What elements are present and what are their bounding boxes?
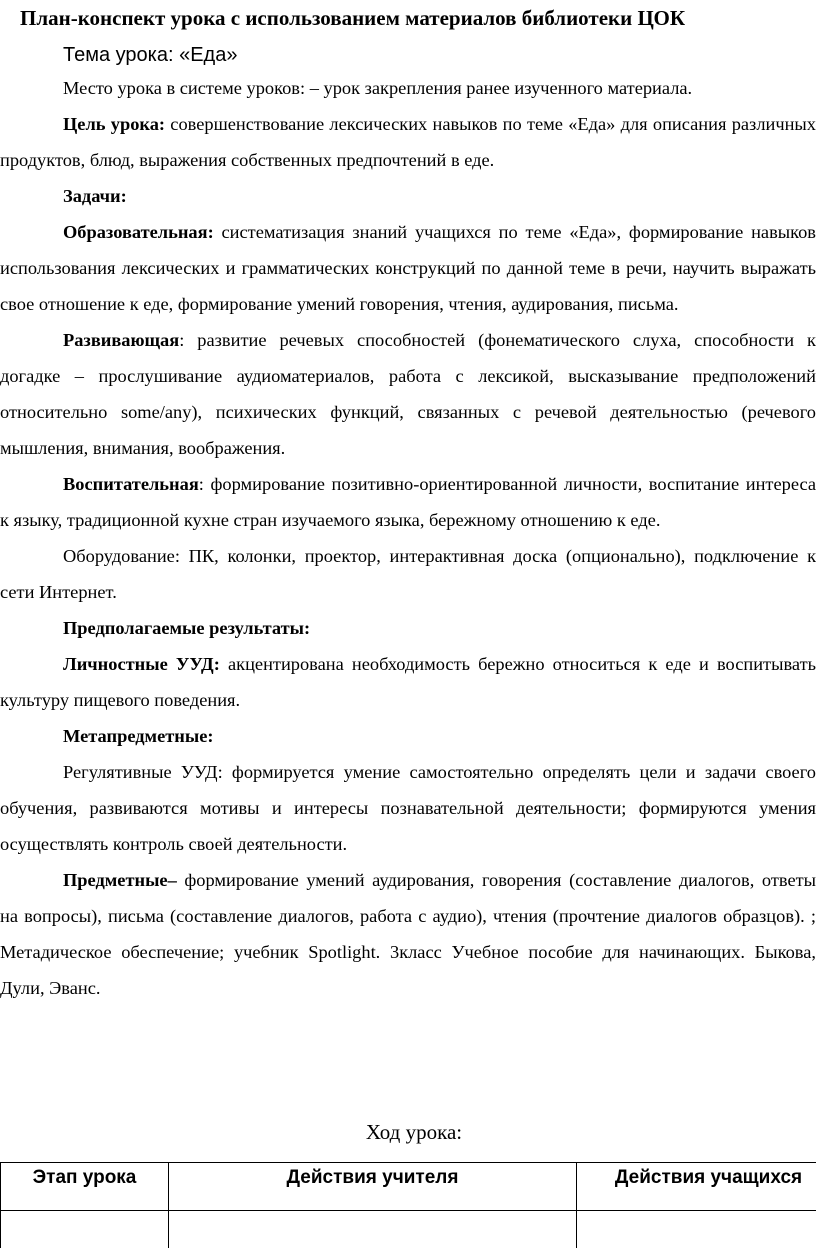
upbringing-label: Воспитательная <box>63 474 199 494</box>
task-developing <box>0 322 816 466</box>
table-cell <box>1 1211 169 1248</box>
developing-label: Развивающая <box>63 330 180 350</box>
table-row <box>1 1211 816 1248</box>
goal-label: Цель урока: <box>63 114 166 134</box>
subject-results <box>0 862 816 934</box>
document-body <box>0 70 816 1006</box>
header-stage: Этап урока <box>1 1163 169 1211</box>
developing-text: : развитие речевых способностей (фонематического слуха, способности к догадке – прослушивание аудиоматериалов, работа с лексикой, высказывание предположений относительно some/any), психических функций, связанных с речевой деятельностью (речевого мышления, внимания, воображения. <box>0 330 816 458</box>
meta-heading <box>0 718 816 754</box>
personal-results <box>0 646 816 718</box>
document-title: План-конспект урока с использованием материалов библиотеки ЦОК <box>20 6 686 30</box>
upbringing-text: : формирование позитивно-ориентированной личности, воспитание интереса к языку, традиционной кухне стран изучаемого языка, бережному отношению к еде. <box>0 474 816 530</box>
lesson-goal <box>0 106 816 178</box>
personal-text: акцентирована необходимость бережно относиться к еде и воспитывать культуру пищевого поведения. <box>0 654 816 710</box>
goal-text: совершенствование лексических навыков по теме «Еда» для описания различных продуктов, блюд, выражения собственных предпочтений в еде. <box>0 114 816 170</box>
subject-text: формирование умений аудирования, говорения (составление диалогов, ответы на вопросы), письма (составление диалогов, работа с аудио), чтения (прочтение диалогов образцов). ; <box>0 870 816 926</box>
results-label: Предполагаемые результаты: <box>63 618 311 638</box>
equipment: Оборудование: ПК, колонки, проектор, интерактивная доска (опционально), подключение к сети Интернет. <box>0 546 816 602</box>
header-student-actions: Действия учащихся <box>577 1163 816 1211</box>
results-heading <box>0 610 816 646</box>
regulative-results: Регулятивные УУД: формируется умение самостоятельно определять цели и задачи своего обучения, развиваются мотивы и интересы познавательной деятельности; формируются умения осуществлять контроль своей деятельности. <box>0 762 816 854</box>
methodical-support: Метадическое обеспечение; учебник Spotlight. 3класс Учебное пособие для начинающих. Быкова, Дули, Эванс. <box>0 942 816 998</box>
lesson-plan-table <box>0 1162 816 1248</box>
course-heading: Ход урока: <box>365 1120 463 1144</box>
personal-label: Личностные УУД: <box>63 654 220 674</box>
table-header-row <box>1 1163 816 1211</box>
subject-label: Предметные– <box>63 870 177 890</box>
educational-text: систематизация знаний учащихся по теме «Еда», формирование навыков использования лексических и грамматических конструкций по данной теме в речи, научить выражать свое отношение к еде, формирование умений говорения, чтения, аудирования, письма. <box>0 222 816 314</box>
tasks-label: Задачи: <box>63 186 127 206</box>
tasks-heading <box>0 178 816 214</box>
task-upbringing <box>0 466 816 538</box>
header-teacher-actions: Действия учителя <box>169 1163 577 1211</box>
task-educational <box>0 214 816 322</box>
lesson-place: Место урока в системе уроков: – урок закрепления ранее изученного материала. <box>63 78 693 98</box>
table-cell <box>577 1211 816 1248</box>
table-cell <box>169 1211 577 1248</box>
educational-label: Образовательная: <box>63 222 214 242</box>
lesson-topic: Тема урока: «Еда» <box>63 44 238 66</box>
meta-label: Метапредметные: <box>63 726 214 746</box>
